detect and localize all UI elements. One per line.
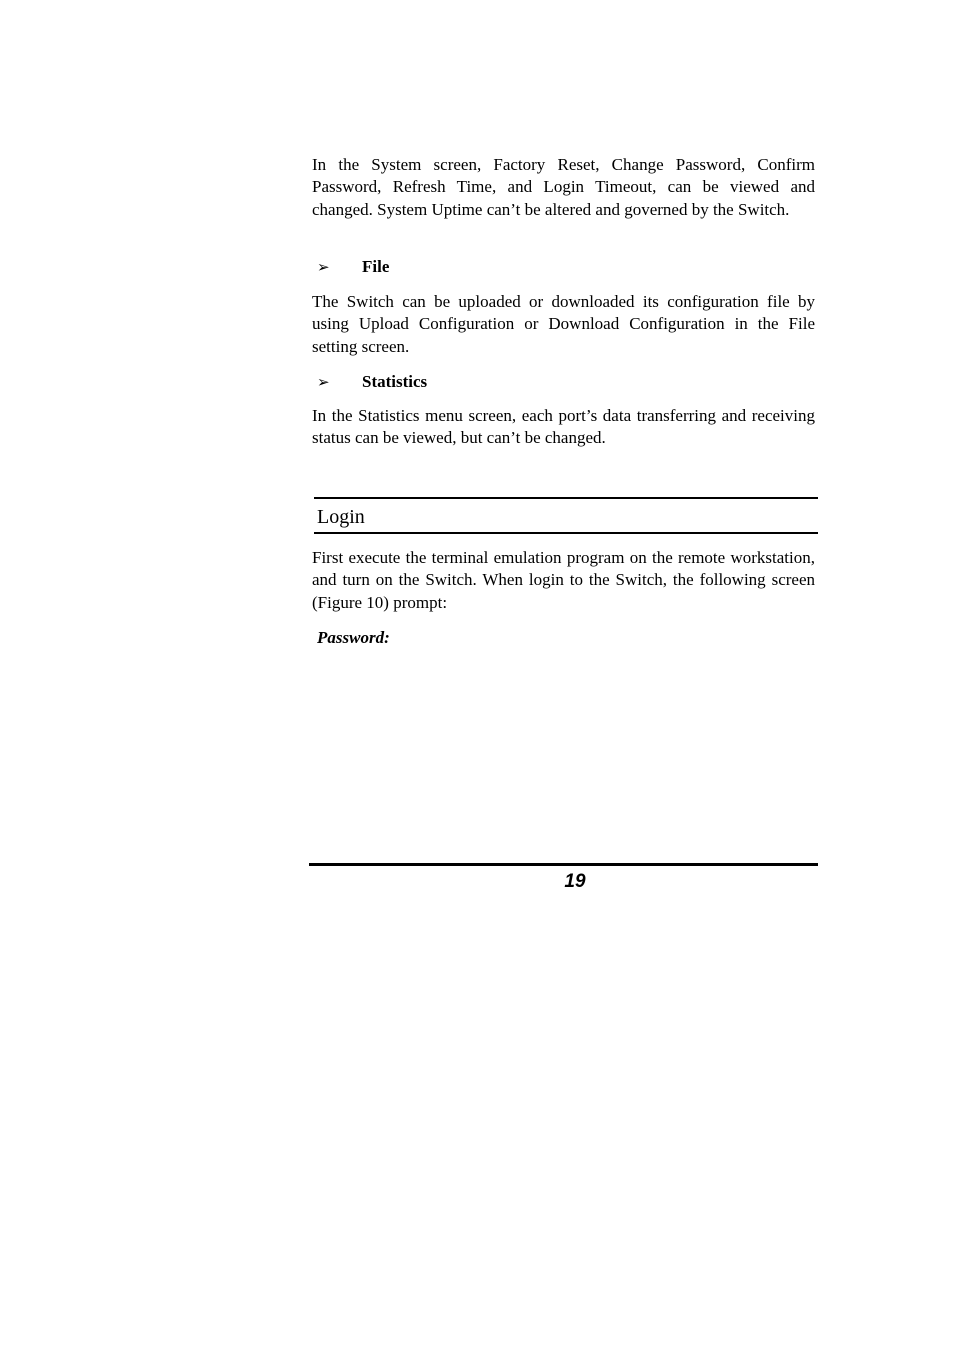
file-paragraph: The Switch can be uploaded or downloaded its configuration file by using Upload Configuration or Download Configuration in the File setting screen. [312, 292, 815, 356]
statistics-paragraph: In the Statistics menu screen, each port’s data transferring and receiving status can be viewed, but can’t be changed. [312, 406, 815, 448]
arrowhead-bullet-icon: ➢ [317, 258, 330, 276]
system-screen-paragraph: In the System screen, Factory Reset, Change Password, Confirm Password, Refresh Time, and Login Timeout, can be viewed and changed. System Uptime can’t be altered and governed by the Switch. [312, 155, 815, 219]
section-top-rule [314, 497, 818, 499]
password-prompt: Password: [317, 628, 390, 647]
footer-rule [309, 863, 818, 866]
bullet-heading-statistics: Statistics [362, 372, 428, 391]
arrowhead-bullet-icon: ➢ [317, 373, 330, 391]
login-paragraph: First execute the terminal emulation program on the remote workstation, and turn on the Switch. When login to the Switch, the following screen (Figure 10) prompt: [312, 548, 815, 612]
section-bottom-rule [314, 532, 818, 534]
bullet-heading-file: File [362, 257, 390, 276]
section-title-login: Login [317, 506, 365, 528]
page-number: 19 [564, 871, 586, 892]
